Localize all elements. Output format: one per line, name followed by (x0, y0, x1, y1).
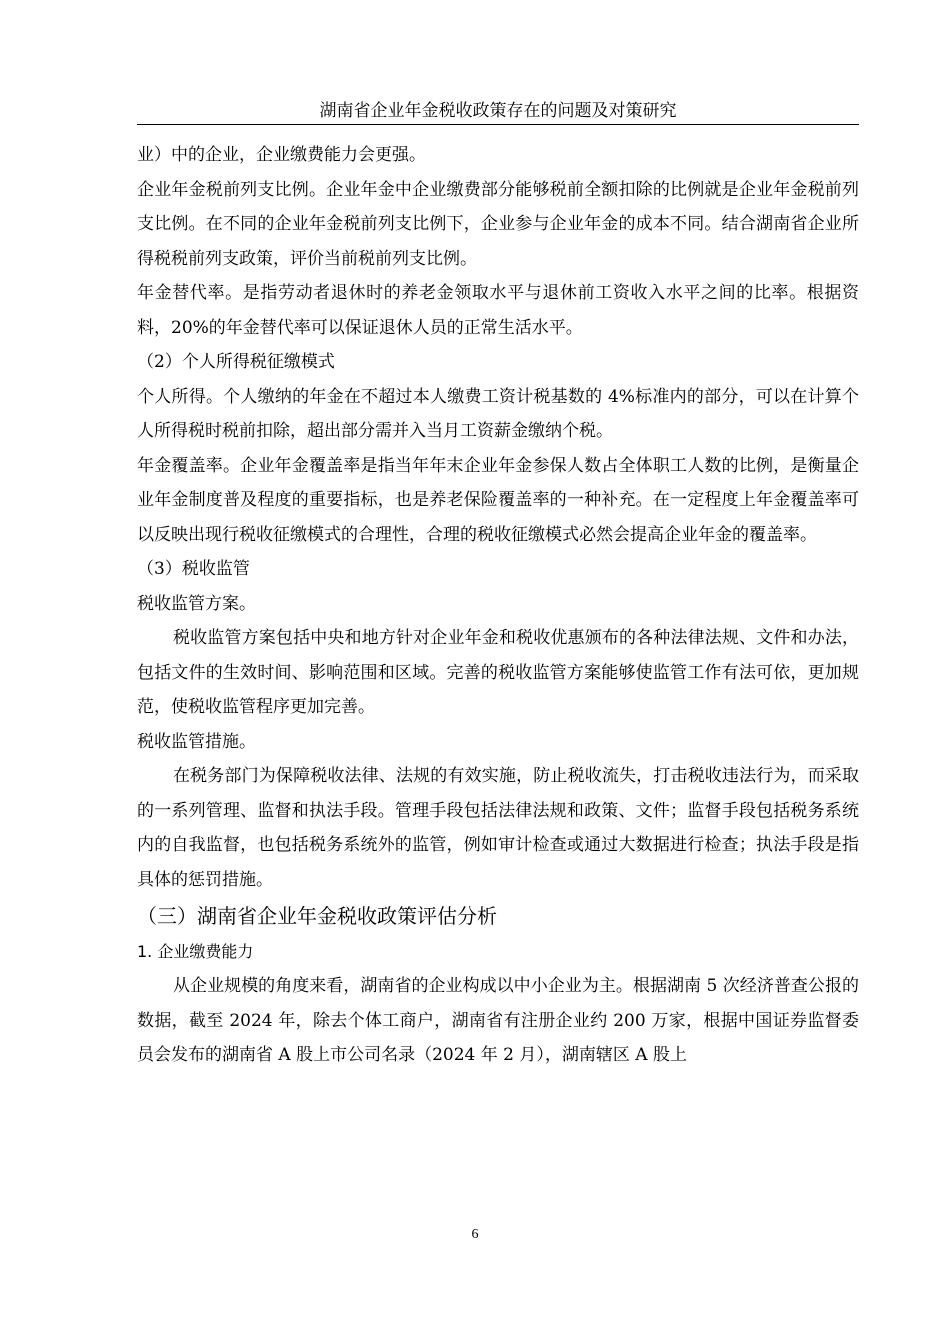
numbered-heading: 1. 企业缴费能力 (137, 942, 254, 961)
subsection-heading: （2）个人所得税征缴模式 (137, 352, 335, 372)
subsection-heading: （3）税收监管 (137, 559, 250, 579)
running-header: 湖南省企业年金税收政策存在的问题及对策研究 (137, 96, 859, 125)
paragraph: 从企业规模的角度来看，湖南省的企业构成以中小企业为主。根据湖南 5 次经济普查公报的数据，截至 2024 年，除去个体工商户，湖南省有注册企业约 200 万家，根据中国证券监督委员会发布的湖南省 A 股上市公司名录（2024 年 2 月），湖南辖区 A 股上 (137, 976, 859, 1065)
paragraph: 年金替代率。是指劳动者退休时的养老金领取水平与退休前工资收入水平之间的比率。根据资料，20%的年金替代率可以保证退休人员的正常生活水平。 (137, 283, 859, 338)
paragraph: 个人所得。个人缴纳的年金在不超过本人缴费工资计税基数的 4%标准内的部分，可以在计算个人所得税时税前扣除，超出部分需并入当月工资薪金缴纳个税。 (137, 386, 859, 441)
paragraph: 业）中的企业，企业缴费能力会更强。 (137, 145, 426, 165)
paragraph: 税收监管措施。 (137, 731, 256, 752)
paragraph: 年金覆盖率。企业年金覆盖率是指当年年末企业年金参保人数占全体职工人数的比例，是衡量企业年金制度普及程度的重要指标，也是养老保险覆盖率的一种补充。在一定程度上年金覆盖率可以反映出现行税收征缴模式的合理性，合理的税收征缴模式必然会提高企业年金的覆盖率。 (137, 455, 859, 545)
paragraph: 税收监管方案包括中央和地方针对企业年金和税收优惠颁布的各种法律法规、文件和办法，包括文件的生效时间、影响范围和区域。完善的税收监管方案能够使监管工作有法可依，更加规范，使税收监管程序更加完善。 (137, 628, 859, 717)
paragraph: 企业年金税前列支比例。企业年金中企业缴费部分能够税前全额扣除的比例就是企业年金税前列支比例。在不同的企业年金税前列支比例下，企业参与企业年金的成本不同。结合湖南省企业所得税税前列支政策，评价当前税前列支比例。 (137, 179, 859, 269)
paragraph: 税收监管方案。 (137, 593, 256, 614)
page-number: 6 (471, 1227, 479, 1242)
section-heading: （三）湖南省企业年金税收政策评估分析 (137, 904, 497, 928)
document-body (137, 138, 859, 1073)
paragraph: 在税务部门为保障税收法律、法规的有效实施，防止税收流失，打击税收违法行为，而采取的一系列管理、监督和执法手段。管理手段包括法律法规和政策、文件；监督手段包括税务系统内的自我监督，也包括税务系统外的监管，例如审计检查或通过大数据进行检查；执法手段是指具体的惩罚措施。 (137, 766, 859, 890)
